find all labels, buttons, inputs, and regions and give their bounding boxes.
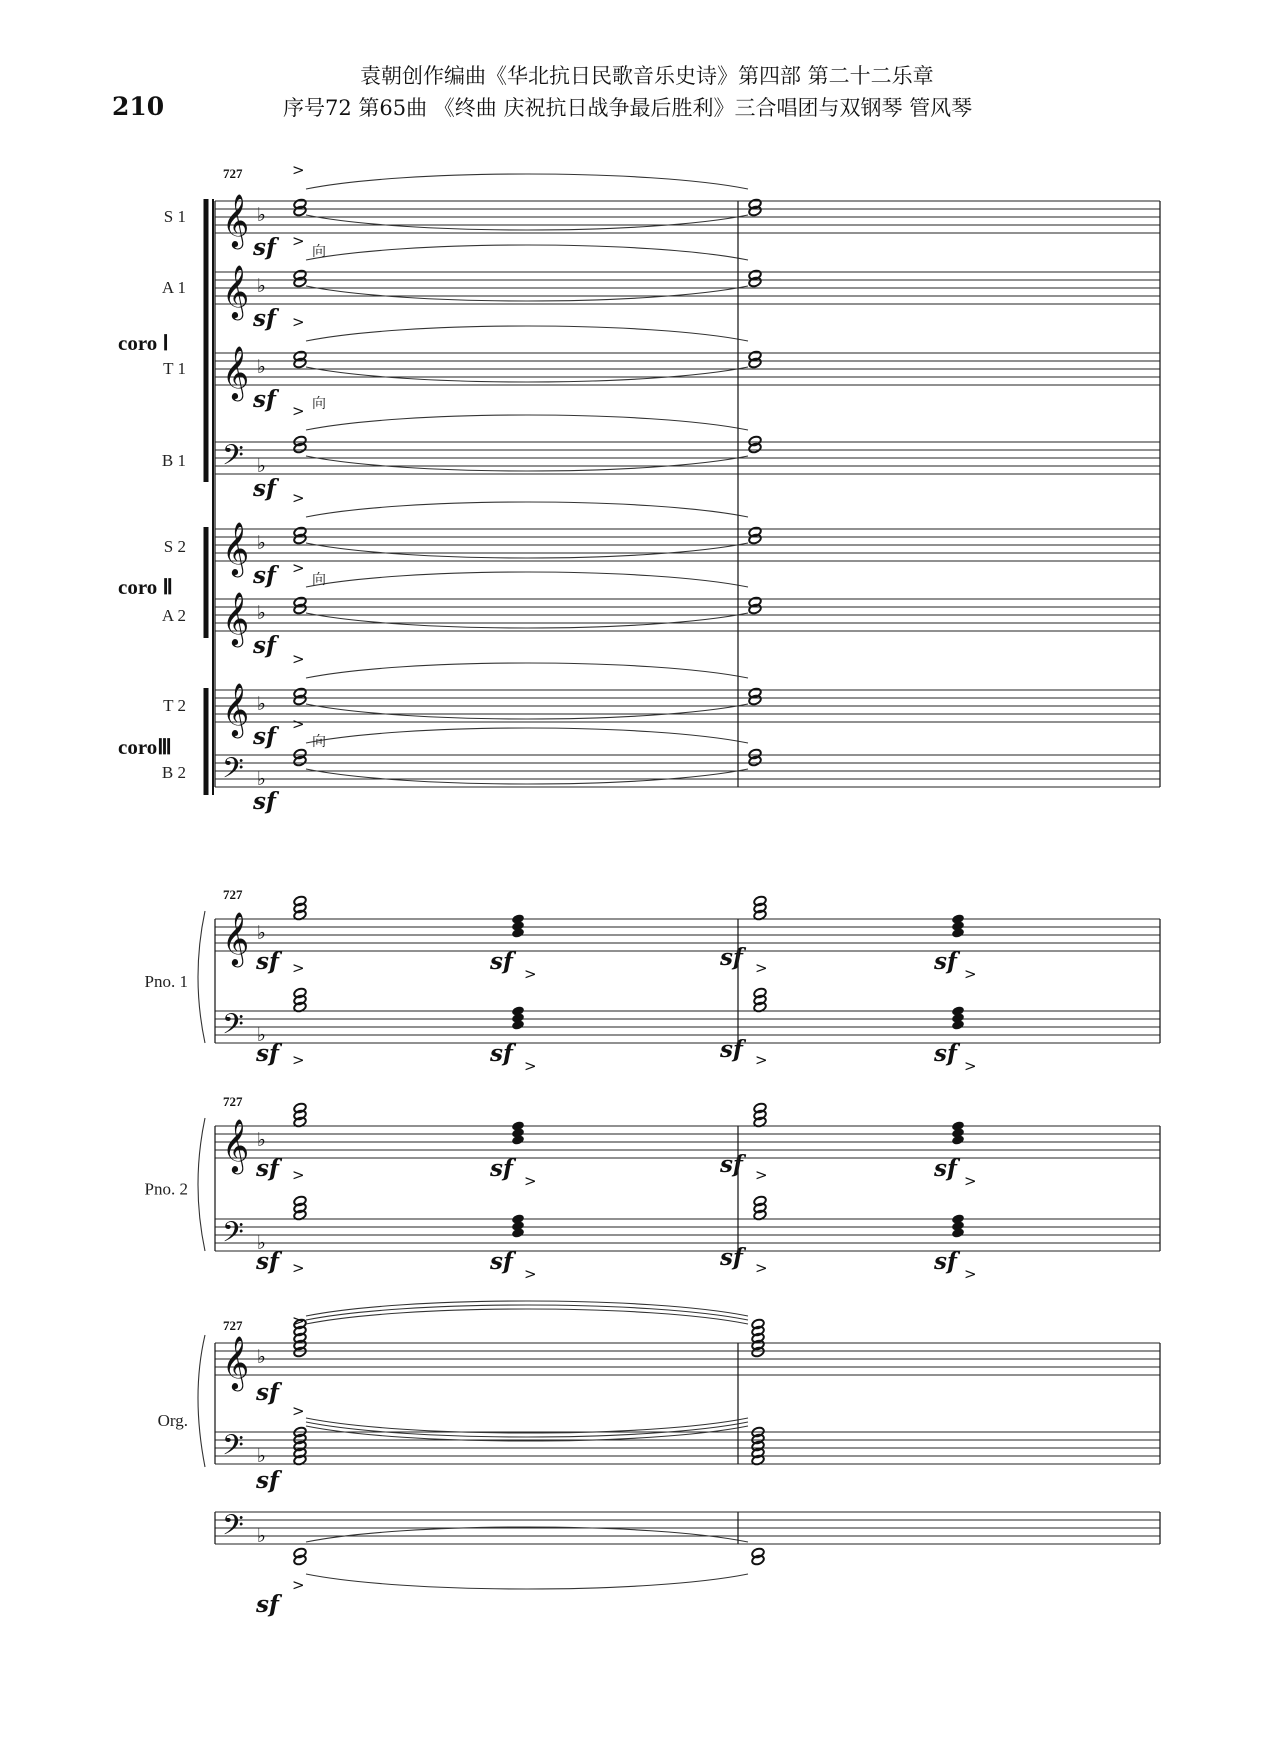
group-label-coro-1: coro Ⅰ	[118, 331, 169, 355]
accent-mark: >	[292, 715, 305, 733]
staff-label: T 2	[163, 696, 186, 715]
bass-clef-icon: 𝄢	[222, 1429, 244, 1469]
brace	[198, 1335, 205, 1467]
accent-mark: >	[964, 1057, 977, 1075]
key-signature-flat: ♭	[257, 204, 266, 226]
accent-mark: >	[755, 1259, 768, 1277]
accent-mark: >	[292, 402, 305, 420]
header-title-line-2: 序号72 第65曲 《终曲 庆祝抗日战争最后胜利》三合唱团与双钢琴 管风琴	[283, 96, 973, 120]
accent-mark: >	[524, 1172, 537, 1190]
staff-b1	[215, 442, 1160, 474]
key-signature-flat: ♭	[257, 455, 266, 477]
accent-mark: >	[964, 1265, 977, 1283]
lyric: 向	[312, 572, 326, 588]
staff-organ-bass	[215, 1432, 1160, 1464]
treble-clef-icon: 𝄞	[222, 521, 250, 575]
tie-arc	[306, 1527, 748, 1542]
accent-mark: >	[524, 1057, 537, 1075]
lyric: 向	[312, 734, 326, 750]
bass-clef-icon: 𝄢	[222, 439, 244, 479]
instrument-label: Org.	[157, 1411, 188, 1430]
staff-b2	[215, 755, 1160, 787]
accent-mark: >	[292, 313, 305, 331]
dynamic-sf: sf	[256, 1379, 279, 1406]
dynamic-sf: sf	[490, 1155, 513, 1182]
staff-label: B 2	[161, 763, 186, 782]
measure-number: 727	[223, 887, 243, 902]
key-signature-flat: ♭	[257, 1232, 266, 1254]
staff-label: S 2	[163, 537, 186, 556]
dynamic-sf: sf	[490, 948, 513, 975]
dynamic-sf: sf	[934, 1155, 957, 1182]
treble-clef-icon: 𝄞	[222, 345, 250, 399]
treble-clef-icon: 𝄞	[222, 591, 250, 645]
accent-mark: >	[292, 1259, 305, 1277]
bass-clef-icon: 𝄢	[222, 752, 244, 792]
staff-a2	[215, 599, 1160, 631]
accent-mark: >	[292, 650, 305, 668]
accent-mark: >	[755, 1166, 768, 1184]
dynamic-sf: sf	[253, 788, 276, 815]
accent-mark: >	[292, 489, 305, 507]
staff-label: A 2	[161, 606, 186, 625]
accent-mark: >	[292, 161, 305, 179]
dynamic-sf: sf	[253, 723, 276, 750]
staff-s1	[215, 201, 1160, 233]
group-label-coro-3: coroⅢ	[118, 735, 172, 759]
measure-number: 727	[223, 1318, 243, 1333]
key-signature-flat: ♭	[257, 602, 266, 624]
dynamic-sf: sf	[256, 1248, 279, 1275]
accent-mark: >	[292, 559, 305, 577]
treble-clef-icon: 𝄞	[222, 1335, 250, 1389]
treble-clef-icon: 𝄞	[222, 193, 250, 247]
staff-t1	[215, 353, 1160, 385]
key-signature-flat: ♭	[257, 532, 266, 554]
accent-mark: >	[292, 1576, 305, 1594]
staff-piano-2-bass	[215, 1219, 1160, 1251]
dynamic-sf: sf	[720, 1036, 743, 1063]
dynamic-sf: sf	[256, 1467, 279, 1494]
dynamic-sf: sf	[720, 1244, 743, 1271]
accent-mark: >	[292, 959, 305, 977]
treble-clef-icon: 𝄞	[222, 1118, 250, 1172]
tie-arc	[306, 326, 748, 341]
dynamic-sf: sf	[490, 1040, 513, 1067]
key-signature-flat: ♭	[257, 356, 266, 378]
dynamic-sf: sf	[253, 305, 276, 332]
accent-mark: >	[292, 1312, 305, 1330]
bass-clef-icon: 𝄢	[222, 1509, 244, 1549]
key-signature-flat: ♭	[257, 1346, 266, 1368]
key-signature-flat: ♭	[257, 768, 266, 790]
tie-arc	[306, 174, 748, 189]
staff-piano-1-bass	[215, 1011, 1160, 1043]
key-signature-flat: ♭	[257, 1525, 266, 1547]
tie-arc	[306, 245, 748, 260]
dynamic-sf: sf	[720, 944, 743, 971]
key-signature-flat: ♭	[257, 922, 266, 944]
accent-mark: >	[964, 1172, 977, 1190]
bass-clef-icon: 𝄢	[222, 1216, 244, 1256]
key-signature-flat: ♭	[257, 1024, 266, 1046]
dynamic-sf: sf	[253, 475, 276, 502]
staff-organ-treble	[215, 1343, 1160, 1375]
dynamic-sf: sf	[253, 632, 276, 659]
key-signature-flat: ♭	[257, 1445, 266, 1467]
staff-a1	[215, 272, 1160, 304]
brace	[198, 911, 205, 1043]
treble-clef-icon: 𝄞	[222, 911, 250, 965]
dynamic-sf: sf	[490, 1248, 513, 1275]
tie-arc	[306, 1574, 748, 1589]
dynamic-sf: sf	[256, 1040, 279, 1067]
staff-piano-1-treble	[215, 919, 1160, 951]
measure-number: 727	[223, 166, 243, 181]
brace	[198, 1118, 205, 1251]
instrument-label: Pno. 1	[144, 972, 188, 991]
staff-piano-2-treble	[215, 1126, 1160, 1158]
accent-mark: >	[292, 1051, 305, 1069]
bass-clef-icon: 𝄢	[222, 1008, 244, 1048]
measure-number: 727	[223, 1094, 243, 1109]
tie-arc	[306, 728, 748, 743]
staff-label: A 1	[161, 278, 186, 297]
key-signature-flat: ♭	[257, 693, 266, 715]
accent-mark: >	[292, 1166, 305, 1184]
staff-label: B 1	[161, 451, 186, 470]
dynamic-sf: sf	[934, 948, 957, 975]
tie-arc	[306, 663, 748, 678]
accent-mark: >	[292, 232, 305, 250]
accent-mark: >	[755, 1051, 768, 1069]
dynamic-sf: sf	[256, 948, 279, 975]
dynamic-sf: sf	[720, 1151, 743, 1178]
header-title-line-1: 袁朝创作编曲《华北抗日民歌音乐史诗》第四部 第二十二乐章	[360, 64, 934, 88]
key-signature-flat: ♭	[257, 275, 266, 297]
staff-t2	[215, 690, 1160, 722]
tie-arc	[306, 502, 748, 517]
accent-mark: >	[964, 965, 977, 983]
accent-mark: >	[524, 1265, 537, 1283]
group-label-coro-2: coro Ⅱ	[118, 575, 173, 599]
dynamic-sf: sf	[253, 234, 276, 261]
accent-mark: >	[755, 959, 768, 977]
key-signature-flat: ♭	[257, 1129, 266, 1151]
tie-arc	[306, 572, 748, 587]
treble-clef-icon: 𝄞	[222, 264, 250, 318]
tie-arc	[306, 415, 748, 430]
dynamic-sf: sf	[253, 562, 276, 589]
lyric: 向	[312, 396, 326, 412]
dynamic-sf: sf	[253, 386, 276, 413]
instrument-label: Pno. 2	[144, 1179, 188, 1199]
staff-label: T 1	[163, 359, 186, 378]
dynamic-sf: sf	[934, 1040, 957, 1067]
dynamic-sf: sf	[256, 1155, 279, 1182]
page-number: 210	[112, 92, 165, 121]
accent-mark: >	[524, 965, 537, 983]
dynamic-sf: sf	[934, 1248, 957, 1275]
treble-clef-icon: 𝄞	[222, 682, 250, 736]
staff-s2	[215, 529, 1160, 561]
staff-organ-pedal	[215, 1512, 1160, 1544]
lyric: 向	[312, 244, 326, 260]
dynamic-sf: sf	[256, 1591, 279, 1618]
staff-label: S 1	[163, 207, 186, 226]
accent-mark: >	[292, 1402, 305, 1420]
